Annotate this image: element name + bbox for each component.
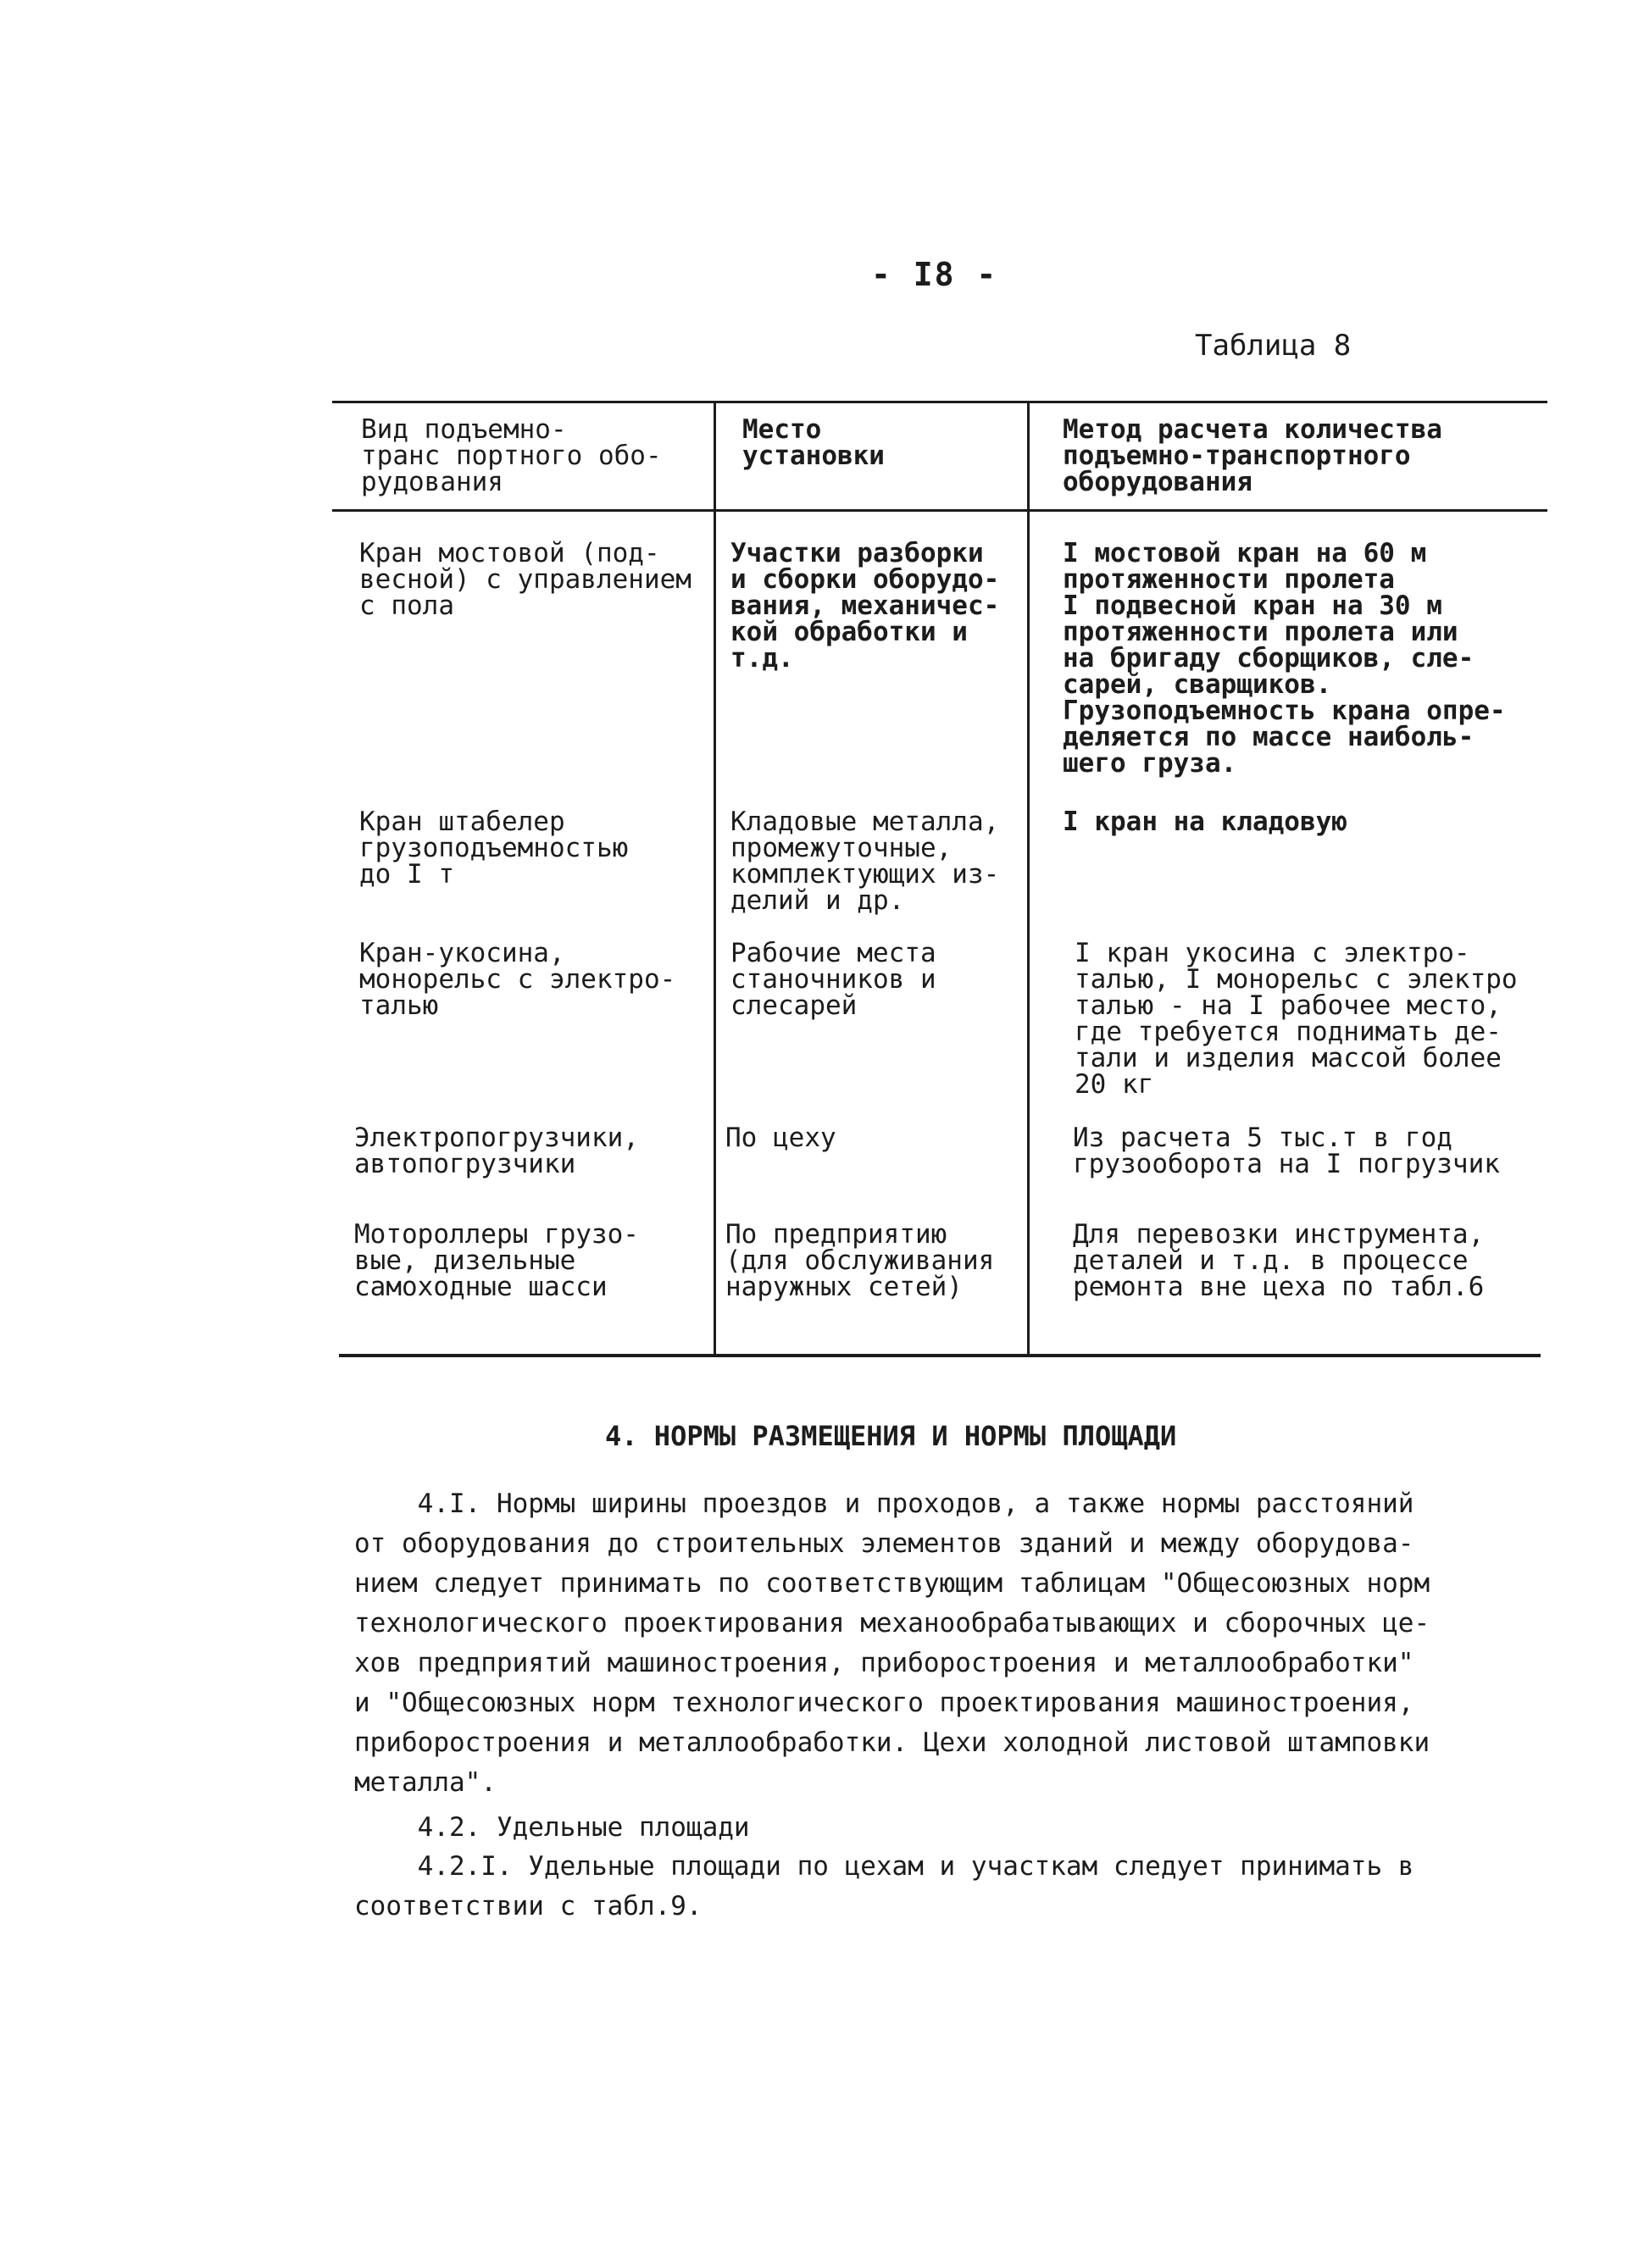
- table-top-rule: [332, 401, 1547, 403]
- table-cell: Участки разборки и сборки оборудо- вания, механичес- кой обработки и т.д.: [730, 538, 1000, 674]
- table-caption: Таблица 8: [1195, 329, 1352, 363]
- paragraph-4-2-1: 4.2.I. Удельные площади по цехам и участкам следует принимать в соответствии с табл.9.: [354, 1851, 1414, 1921]
- table-column-divider: [714, 401, 716, 1356]
- table-bottom-rule: [339, 1354, 1541, 1357]
- table-header-equipment-type: Вид подъемно- транс портного обо- рудования: [361, 414, 662, 497]
- table-cell: По предприятию (для обслуживания наружных сетей): [725, 1219, 995, 1302]
- table-cell: I кран укосина с электро- талью, I монорельс с электро талью - на I рабочее место, где требуется поднимать де- тали и изделия массой более 20 кг: [1075, 938, 1518, 1100]
- section-heading: 4. НОРМЫ РАЗМЕЩЕНИЯ И НОРМЫ ПЛОЩАДИ: [605, 1420, 1177, 1452]
- page-number: - I8 -: [871, 256, 998, 293]
- table-cell: Кран мостовой (под- весной) с управлением с пола: [359, 538, 691, 621]
- table-column-divider: [1027, 401, 1030, 1356]
- table-cell: Из расчета 5 тыс.т в год грузооборота на I погрузчик: [1073, 1123, 1500, 1179]
- table-cell: I кран на кладовую: [1063, 807, 1347, 837]
- table-header-calculation-method: Метод расчета количества подъемно-транспортного оборудования: [1063, 414, 1442, 497]
- paragraph-4-1: 4.I. Нормы ширины проездов и проходов, а также нормы расстояний от оборудования до строительных элементов зданий и между оборудова- нием следует принимать по соответствующим таблицам "Общесоюзных норм технологического проектирования механообрабатывающих и сборочных це- хов предприятий машиностроения, приборостроения и металлообработки" и "Общесоюзных норм технологического проектирования машиностроения, приборостроения и металлообработки. Цехи холодной листовой штамповки металла".: [354, 1489, 1430, 1798]
- table-cell: Для перевозки инструмента, деталей и т.д. в процессе ремонта вне цеха по табл.6: [1073, 1219, 1485, 1302]
- table-cell: Рабочие места станочников и слесарей: [730, 938, 936, 1021]
- table-cell: Кладовые металла, промежуточные, комплектующих из- делий и др.: [730, 807, 1000, 916]
- table-cell: Кран штабелер грузоподъемностью до I т: [359, 807, 629, 890]
- table-cell: По цеху: [725, 1123, 836, 1153]
- table-cell: Электропогрузчики, автопогрузчики: [354, 1123, 639, 1179]
- subsection-heading: 4.2. Удельные площади: [354, 1812, 750, 1843]
- table-header-location: Место установки: [742, 414, 885, 471]
- table-header-rule: [332, 509, 1547, 512]
- table-cell: Кран-укосина, монорельс с электро- талью: [359, 938, 676, 1021]
- table-cell: I мостовой кран на 60 м протяженности пролета I подвесной кран на 30 м протяженности пролета или на бригаду сборщиков, сле- сарей, сварщиков. Грузоподъемность крана опре- деляется по массе наиболь- шего груза.: [1063, 538, 1506, 779]
- table-cell: Мотороллеры грузо- вые, дизельные самоходные шасси: [354, 1219, 639, 1302]
